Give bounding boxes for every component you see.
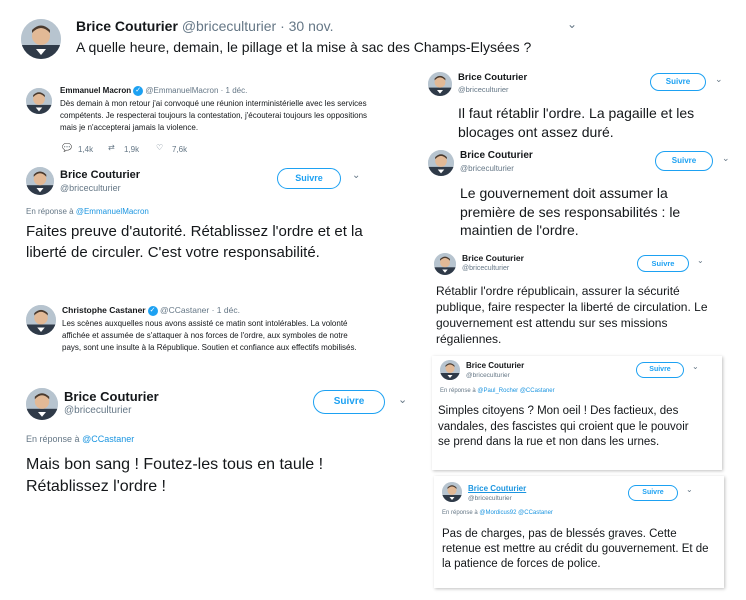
reply-context (442, 510, 553, 516)
follow-button[interactable]: Suivre (637, 255, 689, 272)
chevron-down-icon[interactable]: ⌄ (398, 394, 408, 406)
author-handle[interactable]: @briceculturier (462, 265, 510, 272)
tweet-text: A quelle heure, demain, le pillage et la mise à sac des Champs-Elysées ? (76, 39, 532, 55)
chevron-down-icon[interactable]: ⌄ (567, 17, 578, 31)
author-name[interactable]: Brice Couturier (60, 169, 141, 181)
quote-header (60, 86, 247, 96)
avatar[interactable] (26, 305, 56, 335)
avatar[interactable] (428, 150, 454, 176)
reply-to-link[interactable]: @Paul_Rocher @CCastaner (477, 388, 555, 394)
chevron-down-icon[interactable]: ⌄ (715, 74, 723, 84)
reply-to-link[interactable]: @EmmanuelMacron (75, 207, 149, 216)
reply-prefix: En réponse à (26, 434, 80, 444)
follow-button[interactable]: Suivre (655, 151, 713, 171)
author-name[interactable]: Brice Couturier (76, 18, 178, 34)
avatar[interactable] (434, 253, 456, 275)
chevron-down-icon[interactable]: ⌄ (722, 153, 730, 163)
reply-to-link[interactable]: @Mordicus92 @CCastaner (479, 510, 553, 516)
avatar[interactable] (428, 72, 452, 96)
chevron-down-icon[interactable]: ⌄ (697, 256, 704, 265)
reply-count: 1,4k (78, 145, 94, 154)
author-name[interactable]: Brice Couturier (468, 484, 527, 493)
author-name[interactable]: Brice Couturier (460, 150, 533, 161)
author-handle[interactable]: @CCastaner · 1 déc. (159, 305, 240, 315)
quote-header (62, 305, 240, 316)
author-handle[interactable]: @briceculturier (460, 164, 514, 173)
verified-icon: ✓ (148, 306, 158, 316)
author-name[interactable]: Brice Couturier (64, 389, 159, 404)
tweet-text: Faites preuve d'autorité. Rétablissez l'ordre et et la liberté de circuler. C'est votre responsabilité. (26, 223, 363, 261)
author-name[interactable]: Emmanuel Macron (60, 86, 132, 96)
author-name[interactable]: Brice Couturier (458, 72, 528, 83)
retweet-count: 1,9k (124, 145, 140, 154)
author-name[interactable]: Brice Couturier (462, 253, 524, 263)
follow-button[interactable]: Suivre (636, 362, 684, 378)
author-handle[interactable]: @briceculturier (458, 85, 509, 94)
tweet-text: Pas de charges, pas de blessés graves. Cette retenue est mettre au crédit du gouvernement. Et de la patience de forces de police. (442, 528, 709, 570)
chevron-down-icon[interactable]: ⌄ (352, 170, 361, 181)
author-name[interactable]: Brice Couturier (466, 361, 525, 370)
author-handle[interactable]: @briceculturier (60, 183, 121, 193)
tweet-date[interactable]: · 30 nov. (280, 18, 334, 34)
author-handle[interactable]: @briceculturier (64, 405, 132, 416)
reply-context (26, 434, 134, 444)
follow-button[interactable]: Suivre (650, 73, 706, 91)
like-icon[interactable]: ♡ (156, 143, 164, 152)
follow-button[interactable]: Suivre (313, 390, 385, 414)
tweet-text: Mais bon sang ! Foutez-les tous en taule ! Rétablissez l'ordre ! (26, 456, 324, 495)
author-handle[interactable]: @briceculturier (181, 18, 277, 34)
reply-context (26, 207, 149, 216)
follow-button[interactable]: Suivre (628, 485, 678, 501)
verified-icon: ✓ (133, 86, 143, 96)
tweet-text: Il faut rétablir l'ordre. La pagaille et les blocages ont assez duré. (458, 105, 695, 140)
reply-context (440, 388, 555, 394)
follow-button[interactable]: Suivre (277, 168, 341, 189)
avatar[interactable] (442, 482, 462, 502)
avatar[interactable] (26, 167, 54, 195)
avatar[interactable] (26, 88, 52, 114)
author-handle[interactable]: @briceculturier (466, 372, 510, 379)
reply-icon[interactable]: 💬 (62, 143, 72, 152)
reply-prefix: En réponse à (442, 510, 478, 516)
tweet-text: Simples citoyens ? Mon oeil ! Des factieux, des vandales, des fascistes qui croient que le pouvoir se prend dans la rue et non dans les urnes. (438, 405, 689, 448)
retweet-icon[interactable]: ⇄ (108, 143, 115, 152)
like-count: 7,6k (172, 145, 188, 154)
reply-to-link[interactable]: @CCastaner (82, 434, 135, 444)
tweet-header (76, 18, 334, 34)
tweet-text: Rétablir l'ordre républicain, assurer la sécurité publique, faire respecter la liberté de circulation. Le gouvernement est attendu sur ses missions régaliennes. (436, 284, 708, 346)
avatar[interactable] (26, 388, 58, 420)
reply-prefix: En réponse à (26, 207, 74, 216)
chevron-down-icon[interactable]: ⌄ (692, 362, 699, 371)
author-name[interactable]: Christophe Castaner (62, 305, 146, 315)
quote-text: Les scènes auxquelles nous avons assisté ce matin sont intolérables. La volonté affichée et assumée de s'attaquer à nos forces de l'ordre, aux symboles de notre pays, sont une insulte à la République. Soutien et confiance aux effectifs mobilisés. (62, 319, 357, 352)
author-handle[interactable]: @briceculturier (468, 495, 512, 502)
reply-prefix: En réponse à (440, 388, 476, 394)
chevron-down-icon[interactable]: ⌄ (686, 485, 693, 494)
tweet-text: Le gouvernement doit assumer la première de ses responsabilités : le maintien de l'ordre. (460, 185, 681, 238)
quote-text: Dès demain à mon retour j'ai convoqué une réunion interministérielle avec les services compétents. Je respecterai toujours la contestation, j'écouterai toujours les oppositions mais je n'accepterai jamais la violence. (60, 99, 368, 132)
avatar[interactable] (21, 19, 61, 59)
author-handle[interactable]: @EmmanuelMacron · 1 déc. (145, 86, 248, 96)
avatar[interactable] (440, 360, 460, 380)
